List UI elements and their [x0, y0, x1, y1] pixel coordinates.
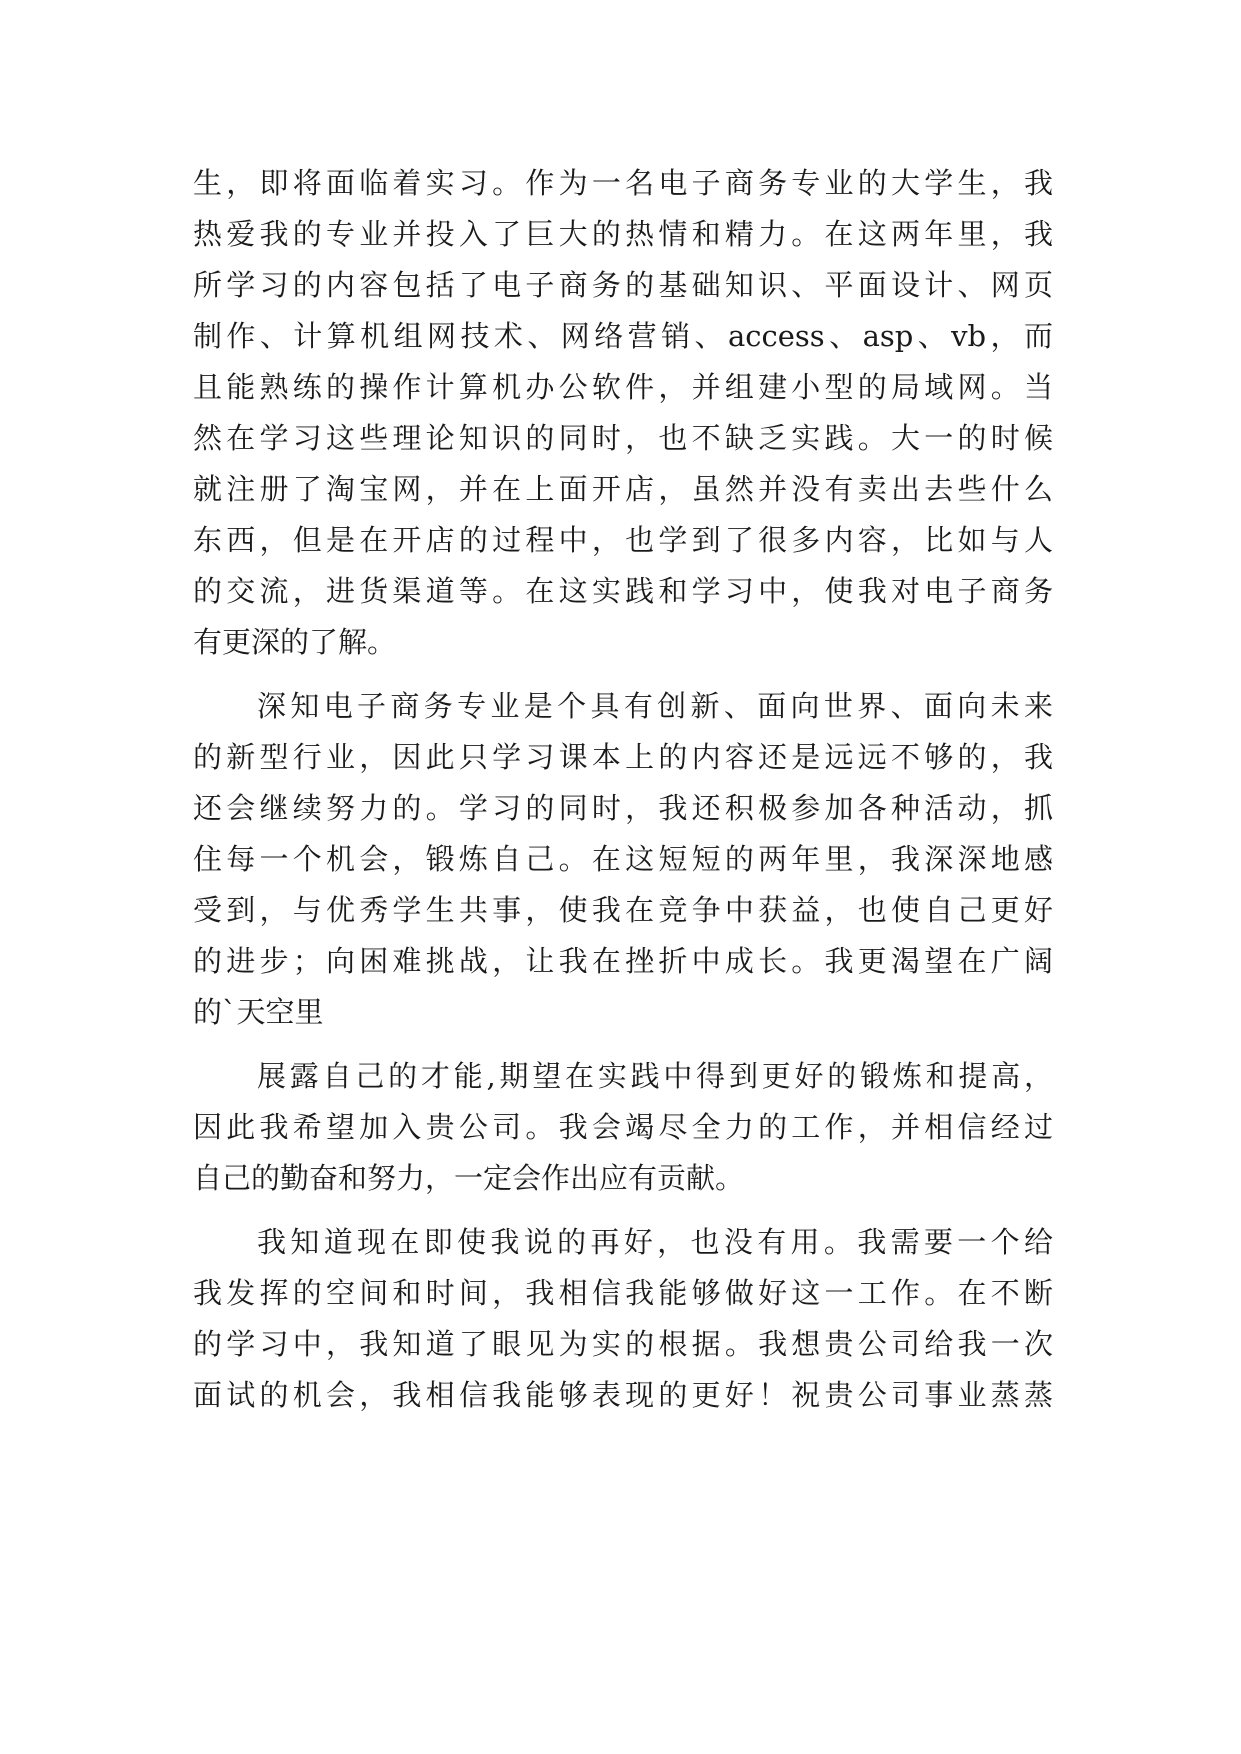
text-line: 自己的勤奋和努力，一定会作出应有贡献。 [193, 1161, 745, 1195]
text-line: 然在学习这些理论知识的同时，也不缺乏实践。大一的时候 [193, 421, 1053, 455]
paragraph-spacer [193, 1038, 1053, 1051]
text-line: 有更深的了解。 [193, 625, 397, 659]
text-line: 所学习的内容包括了电子商务的基础知识、平面设计、网页 [193, 268, 1053, 302]
text-line: 生，即将面临着实习。作为一名电子商务专业的大学生，我 [193, 166, 1053, 200]
document-body [193, 158, 1053, 1421]
text-line: 热爱我的专业并投入了巨大的热情和精力。在这两年里，我 [193, 217, 1053, 251]
text-line: 东西，但是在开店的过程中，也学到了很多内容，比如与人 [193, 523, 1053, 557]
text-line: 的进步；向困难挑战，让我在挫折中成长。我更渴望在广阔 [193, 944, 1053, 978]
text-line: 面试的机会，我相信我能够表现的更好！祝贵公司事业蒸蒸 [193, 1378, 1053, 1412]
paragraph-1 [193, 158, 1053, 668]
text-line: 我知道现在即使我说的再好，也没有用。我需要一个给 [257, 1225, 1053, 1259]
paragraph-4 [193, 1217, 1053, 1421]
paragraph-spacer [193, 668, 1053, 681]
text-line: 就注册了淘宝网，并在上面开店，虽然并没有卖出去些什么 [193, 472, 1053, 506]
text-line: 的交流，进货渠道等。在这实践和学习中，使我对电子商务 [193, 574, 1053, 608]
text-line: 住每一个机会，锻炼自己。在这短短的两年里，我深深地感 [193, 842, 1053, 876]
text-line: 我发挥的空间和时间，我相信我能够做好这一工作。在不断 [193, 1276, 1053, 1310]
paragraph-spacer [193, 1204, 1053, 1217]
text-line: 的学习中，我知道了眼见为实的根据。我想贵公司给我一次 [193, 1327, 1053, 1361]
text-line: 展露自己的才能,期望在实践中得到更好的锻炼和提高， [257, 1059, 1053, 1093]
text-line: 且能熟练的操作计算机办公软件，并组建小型的局域网。当 [193, 370, 1053, 404]
text-line: 受到，与优秀学生共事，使我在竞争中获益，也使自己更好 [193, 893, 1053, 927]
text-line: 因此我希望加入贵公司。我会竭尽全力的工作，并相信经过 [193, 1110, 1053, 1144]
paragraph-2 [193, 681, 1053, 1038]
text-line: 还会继续努力的。学习的同时，我还积极参加各种活动，抓 [193, 791, 1053, 825]
text-line: 的新型行业，因此只学习课本上的内容还是远远不够的，我 [193, 740, 1053, 774]
text-line: 深知电子商务专业是个具有创新、面向世界、面向未来 [257, 689, 1053, 723]
text-line: 的`天空里 [193, 995, 324, 1029]
text-line: 制作、计算机组网技术、网络营销、access、asp、vb，而 [193, 319, 1053, 353]
paragraph-3 [193, 1051, 1053, 1204]
